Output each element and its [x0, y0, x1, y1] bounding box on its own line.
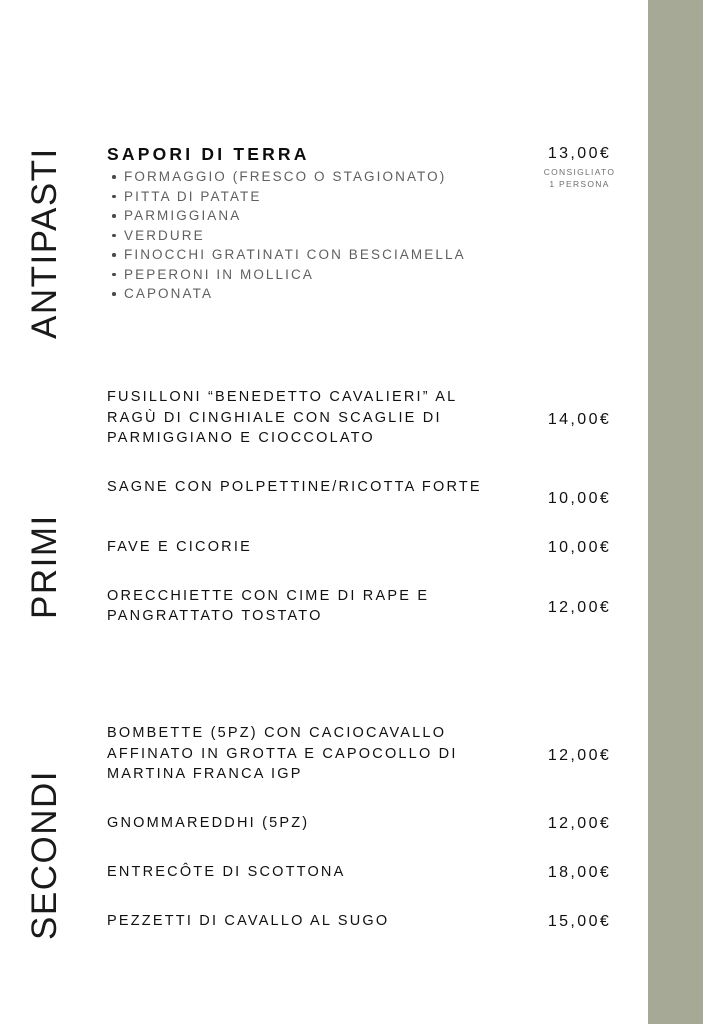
list-item: PEPERONI IN MOLLICA: [124, 265, 507, 285]
menu-item[interactable]: [107, 586, 648, 627]
combo-details: [107, 143, 507, 304]
item-name-wrap: [107, 537, 507, 558]
price-note-line2: 1 PERSONA: [549, 178, 610, 189]
price: 14,00€: [547, 411, 612, 428]
price-note-line1: CONSIGLIATO: [543, 167, 616, 177]
item-name-wrap: [107, 862, 507, 883]
combo-title: SAPORI DI TERRA: [107, 144, 310, 164]
menu-item[interactable]: [107, 813, 648, 834]
item-name: FAVE E CICORIE: [107, 538, 252, 555]
price: 12,00€: [547, 814, 612, 832]
item-price-block: [507, 537, 648, 558]
list-item: FINOCCHI GRATINATI CON BESCIAMELLA: [124, 245, 507, 265]
item-name-wrap: [107, 586, 507, 627]
price: 15,00€: [547, 912, 612, 930]
item-name-wrap: [107, 813, 507, 834]
list-item: PITTA DI PATATE: [124, 187, 507, 207]
price: 10,00€: [547, 538, 612, 556]
item-price-block: [507, 813, 648, 834]
combo-item[interactable]: [107, 143, 648, 304]
price: 12,00€: [547, 747, 612, 764]
item-name: SAGNE CON POLPETTINE/RICOTTA FORTE: [107, 478, 482, 495]
menu-item[interactable]: [107, 911, 648, 932]
price: 18,00€: [547, 863, 612, 881]
decorative-side-bar: [648, 0, 703, 1024]
price: 10,00€: [547, 489, 612, 507]
price: 13,00€: [547, 145, 612, 162]
item-price-block: [507, 586, 648, 618]
section-label-antipasti: ANTIPASTI: [25, 147, 64, 339]
item-price-block: [507, 723, 648, 766]
combo-price-block: [507, 143, 648, 190]
price-note: [544, 167, 616, 190]
menu-item[interactable]: [107, 537, 648, 558]
item-name-wrap: [107, 911, 507, 932]
section-label-primi: PRIMI: [25, 514, 64, 620]
list-item: VERDURE: [124, 226, 507, 246]
item-price-block: [507, 387, 648, 430]
menu-item[interactable]: [107, 387, 648, 449]
item-name: ORECCHIETTE CON CIME DI RAPE E PANGRATTATO TOSTATO: [107, 587, 430, 624]
item-name-wrap: [107, 477, 507, 498]
menu-item[interactable]: [107, 723, 648, 785]
menu-item[interactable]: [107, 477, 648, 509]
item-name: FUSILLONI “BENEDETTO CAVALIERI” AL RAGÙ DI CINGHIALE CON SCAGLIE DI PARMIGGIANO E CIOCCOLATO: [107, 389, 457, 446]
item-price-block: [507, 911, 648, 932]
item-name-wrap: [107, 387, 507, 449]
combo-ingredient-list: [107, 167, 507, 304]
item-price-block: [507, 862, 648, 883]
item-name: PEZZETTI DI CAVALLO AL SUGO: [107, 912, 390, 929]
item-name: GNOMMAREDDHI (5PZ): [107, 814, 310, 831]
list-item: CAPONATA: [124, 284, 507, 304]
secondi-items: [107, 723, 648, 932]
item-price-block: [507, 477, 648, 509]
list-item: FORMAGGIO (FRESCO O STAGIONATO): [124, 167, 507, 187]
primi-items: [107, 387, 648, 627]
antipasti-items: [107, 143, 648, 330]
item-name: BOMBETTE (5PZ) CON CACIOCAVALLO AFFINATO IN GROTTA E CAPOCOLLO DI MARTINA FRANCA IGP: [107, 725, 458, 782]
section-label-secondi: SECONDI: [25, 770, 64, 941]
item-name-wrap: [107, 723, 507, 785]
price: 12,00€: [547, 598, 612, 616]
menu-item[interactable]: [107, 862, 648, 883]
item-name: ENTRECÔTE DI SCOTTONA: [107, 863, 346, 880]
list-item: PARMIGGIANA: [124, 206, 507, 226]
